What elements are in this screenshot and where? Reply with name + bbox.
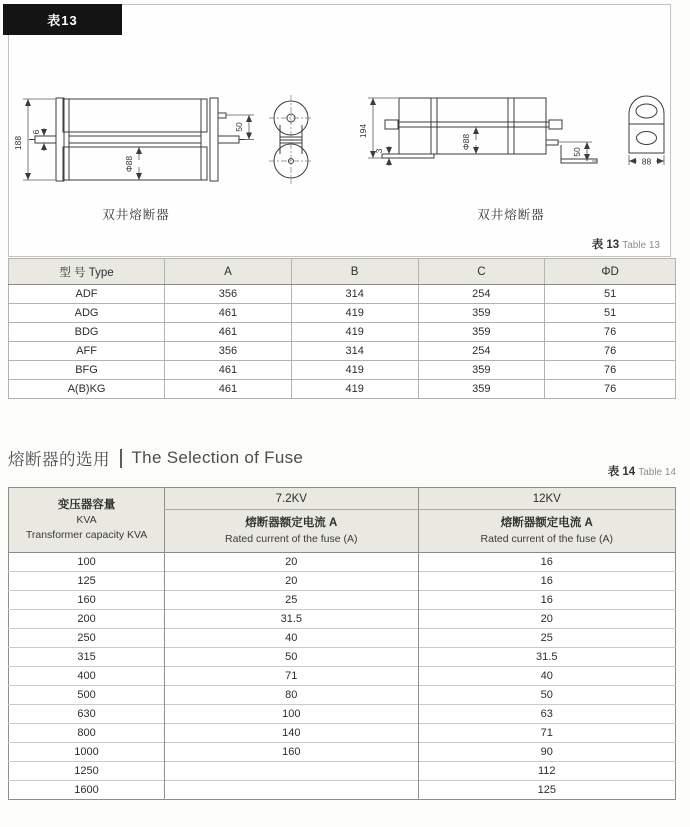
cell: 51 [545, 285, 676, 304]
dim-gap: 6 [31, 129, 41, 135]
cell: 630 [9, 705, 165, 724]
cell: 461 [165, 323, 292, 342]
col-header-a: A [165, 259, 292, 285]
dim-base: 3 [374, 148, 384, 154]
cell: 20 [165, 572, 418, 591]
cell: 160 [165, 743, 418, 762]
table13-header-row [9, 259, 676, 285]
cell: 140 [165, 724, 418, 743]
table14-ref-zh: 表 14 [607, 466, 636, 478]
table-row [9, 304, 676, 323]
caption-fuse-right: 双井熔断器 [477, 208, 545, 222]
cell: 51 [545, 304, 676, 323]
cell [165, 762, 418, 781]
section-title-zh: 熔断器的选用 [8, 451, 110, 469]
cell: 315 [9, 648, 165, 667]
dim-overall: 194 [358, 123, 368, 139]
capacity-en: Transformer capacity KVA [25, 529, 148, 542]
cell: 80 [165, 686, 418, 705]
col-header-7-2kv: 7.2KV [165, 488, 418, 510]
cell: 254 [418, 285, 545, 304]
table-row [9, 553, 676, 572]
table-row [9, 572, 676, 591]
cell: 100 [165, 705, 418, 724]
cell: 419 [291, 361, 418, 380]
cell: 1600 [9, 781, 165, 800]
col-header-12kv: 12KV [418, 488, 675, 510]
table-row [9, 591, 676, 610]
cell: 76 [545, 380, 676, 399]
dim-pin: 50 [572, 147, 582, 157]
cell: 40 [165, 629, 418, 648]
col-header-d: ΦD [545, 259, 676, 285]
cell: 71 [418, 724, 675, 743]
table-row [9, 667, 676, 686]
cell: 16 [418, 572, 675, 591]
rated-current-en: Rated current of the fuse (A) [225, 532, 358, 545]
cell: 359 [418, 323, 545, 342]
cell: 50 [165, 648, 418, 667]
cell: 461 [165, 380, 292, 399]
cell: 63 [418, 705, 675, 724]
cell: 419 [291, 323, 418, 342]
col-header-type: 型 号 Type [9, 259, 165, 285]
table-row [9, 629, 676, 648]
cell: 359 [418, 380, 545, 399]
table13-reference [592, 236, 660, 252]
cell: 359 [418, 304, 545, 323]
cell: 314 [291, 285, 418, 304]
table-row [9, 724, 676, 743]
cell: 25 [418, 629, 675, 648]
cell: ADF [9, 285, 165, 304]
cell: 356 [165, 285, 292, 304]
cell: 125 [418, 781, 675, 800]
cell: ADG [9, 304, 165, 323]
cell: 400 [9, 667, 165, 686]
cell: 16 [418, 591, 675, 610]
table-row [9, 285, 676, 304]
cell: 800 [9, 724, 165, 743]
table-row [9, 686, 676, 705]
cell: 112 [418, 762, 675, 781]
fuse-drawing-right [356, 85, 676, 193]
cell: 31.5 [418, 648, 675, 667]
table-row [9, 342, 676, 361]
col-header-c: C [418, 259, 545, 285]
table-row [9, 781, 676, 800]
title-divider [120, 449, 122, 468]
cell [165, 781, 418, 800]
table13-dimensions [8, 258, 676, 399]
table14-reference [608, 463, 676, 479]
table13-ref-en: Table 13 [622, 240, 660, 251]
cell: 461 [165, 304, 292, 323]
cell: 40 [418, 667, 675, 686]
table13-badge: 表13 [3, 4, 122, 35]
cell: 76 [545, 361, 676, 380]
cell: A(B)KG [9, 380, 165, 399]
cell: 419 [291, 380, 418, 399]
table-row [9, 610, 676, 629]
cell: 200 [9, 610, 165, 629]
cell: 76 [545, 342, 676, 361]
cell: 125 [9, 572, 165, 591]
table-row [9, 743, 676, 762]
cell: BFG [9, 361, 165, 380]
cell: 31.5 [165, 610, 418, 629]
cell: 254 [418, 342, 545, 361]
capacity-unit: KVA [76, 514, 97, 527]
dim-overall: 188 [13, 135, 23, 151]
rated-current-zh: 熔断器额定电流 A [500, 517, 593, 530]
dim-pin: 50 [234, 122, 244, 132]
cell: 25 [165, 591, 418, 610]
fuse-drawing-left [11, 85, 323, 193]
cell: 314 [291, 342, 418, 361]
table-row [9, 380, 676, 399]
dim-diameter: Φ88 [124, 155, 134, 173]
cell: 359 [418, 361, 545, 380]
cell: 76 [545, 323, 676, 342]
table14-fuse-selection [8, 487, 676, 800]
cell: 1250 [9, 762, 165, 781]
cell: 16 [418, 553, 675, 572]
section-title [8, 446, 303, 470]
cell: 100 [77, 556, 96, 568]
cell: 20 [165, 553, 418, 572]
col-header-b: B [291, 259, 418, 285]
table-row [9, 648, 676, 667]
table-row [9, 762, 676, 781]
col-header-capacity [9, 488, 165, 553]
cell: 1000 [9, 743, 165, 762]
cell: AFF [9, 342, 165, 361]
capacity-zh: 变压器容量 [57, 499, 116, 512]
cell: 50 [418, 686, 675, 705]
cell: 356 [165, 342, 292, 361]
section-title-en: The Selection of Fuse [131, 448, 304, 467]
dim-width: 88 [641, 156, 652, 167]
subheader-7-2kv [165, 510, 418, 553]
figure-panel [8, 4, 671, 257]
cell: BDG [9, 323, 165, 342]
table-row [9, 323, 676, 342]
cell: 250 [9, 629, 165, 648]
table-row [9, 361, 676, 380]
rated-current-en: Rated current of the fuse (A) [480, 532, 613, 545]
cell: 71 [165, 667, 418, 686]
table-row [9, 705, 676, 724]
table13-ref-zh: 表 13 [591, 239, 620, 251]
cell: 160 [9, 591, 165, 610]
dim-diameter: Φ88 [461, 133, 471, 151]
table14-ref-en: Table 14 [638, 467, 676, 478]
caption-fuse-left: 双井熔断器 [102, 208, 170, 222]
cell: 461 [165, 361, 292, 380]
cell: 90 [418, 743, 675, 762]
table14-header-row1 [9, 488, 676, 510]
cell: 500 [9, 686, 165, 705]
cell: 419 [291, 304, 418, 323]
rated-current-zh: 熔断器额定电流 A [245, 517, 338, 530]
cell: 20 [418, 610, 675, 629]
subheader-12kv [418, 510, 675, 553]
